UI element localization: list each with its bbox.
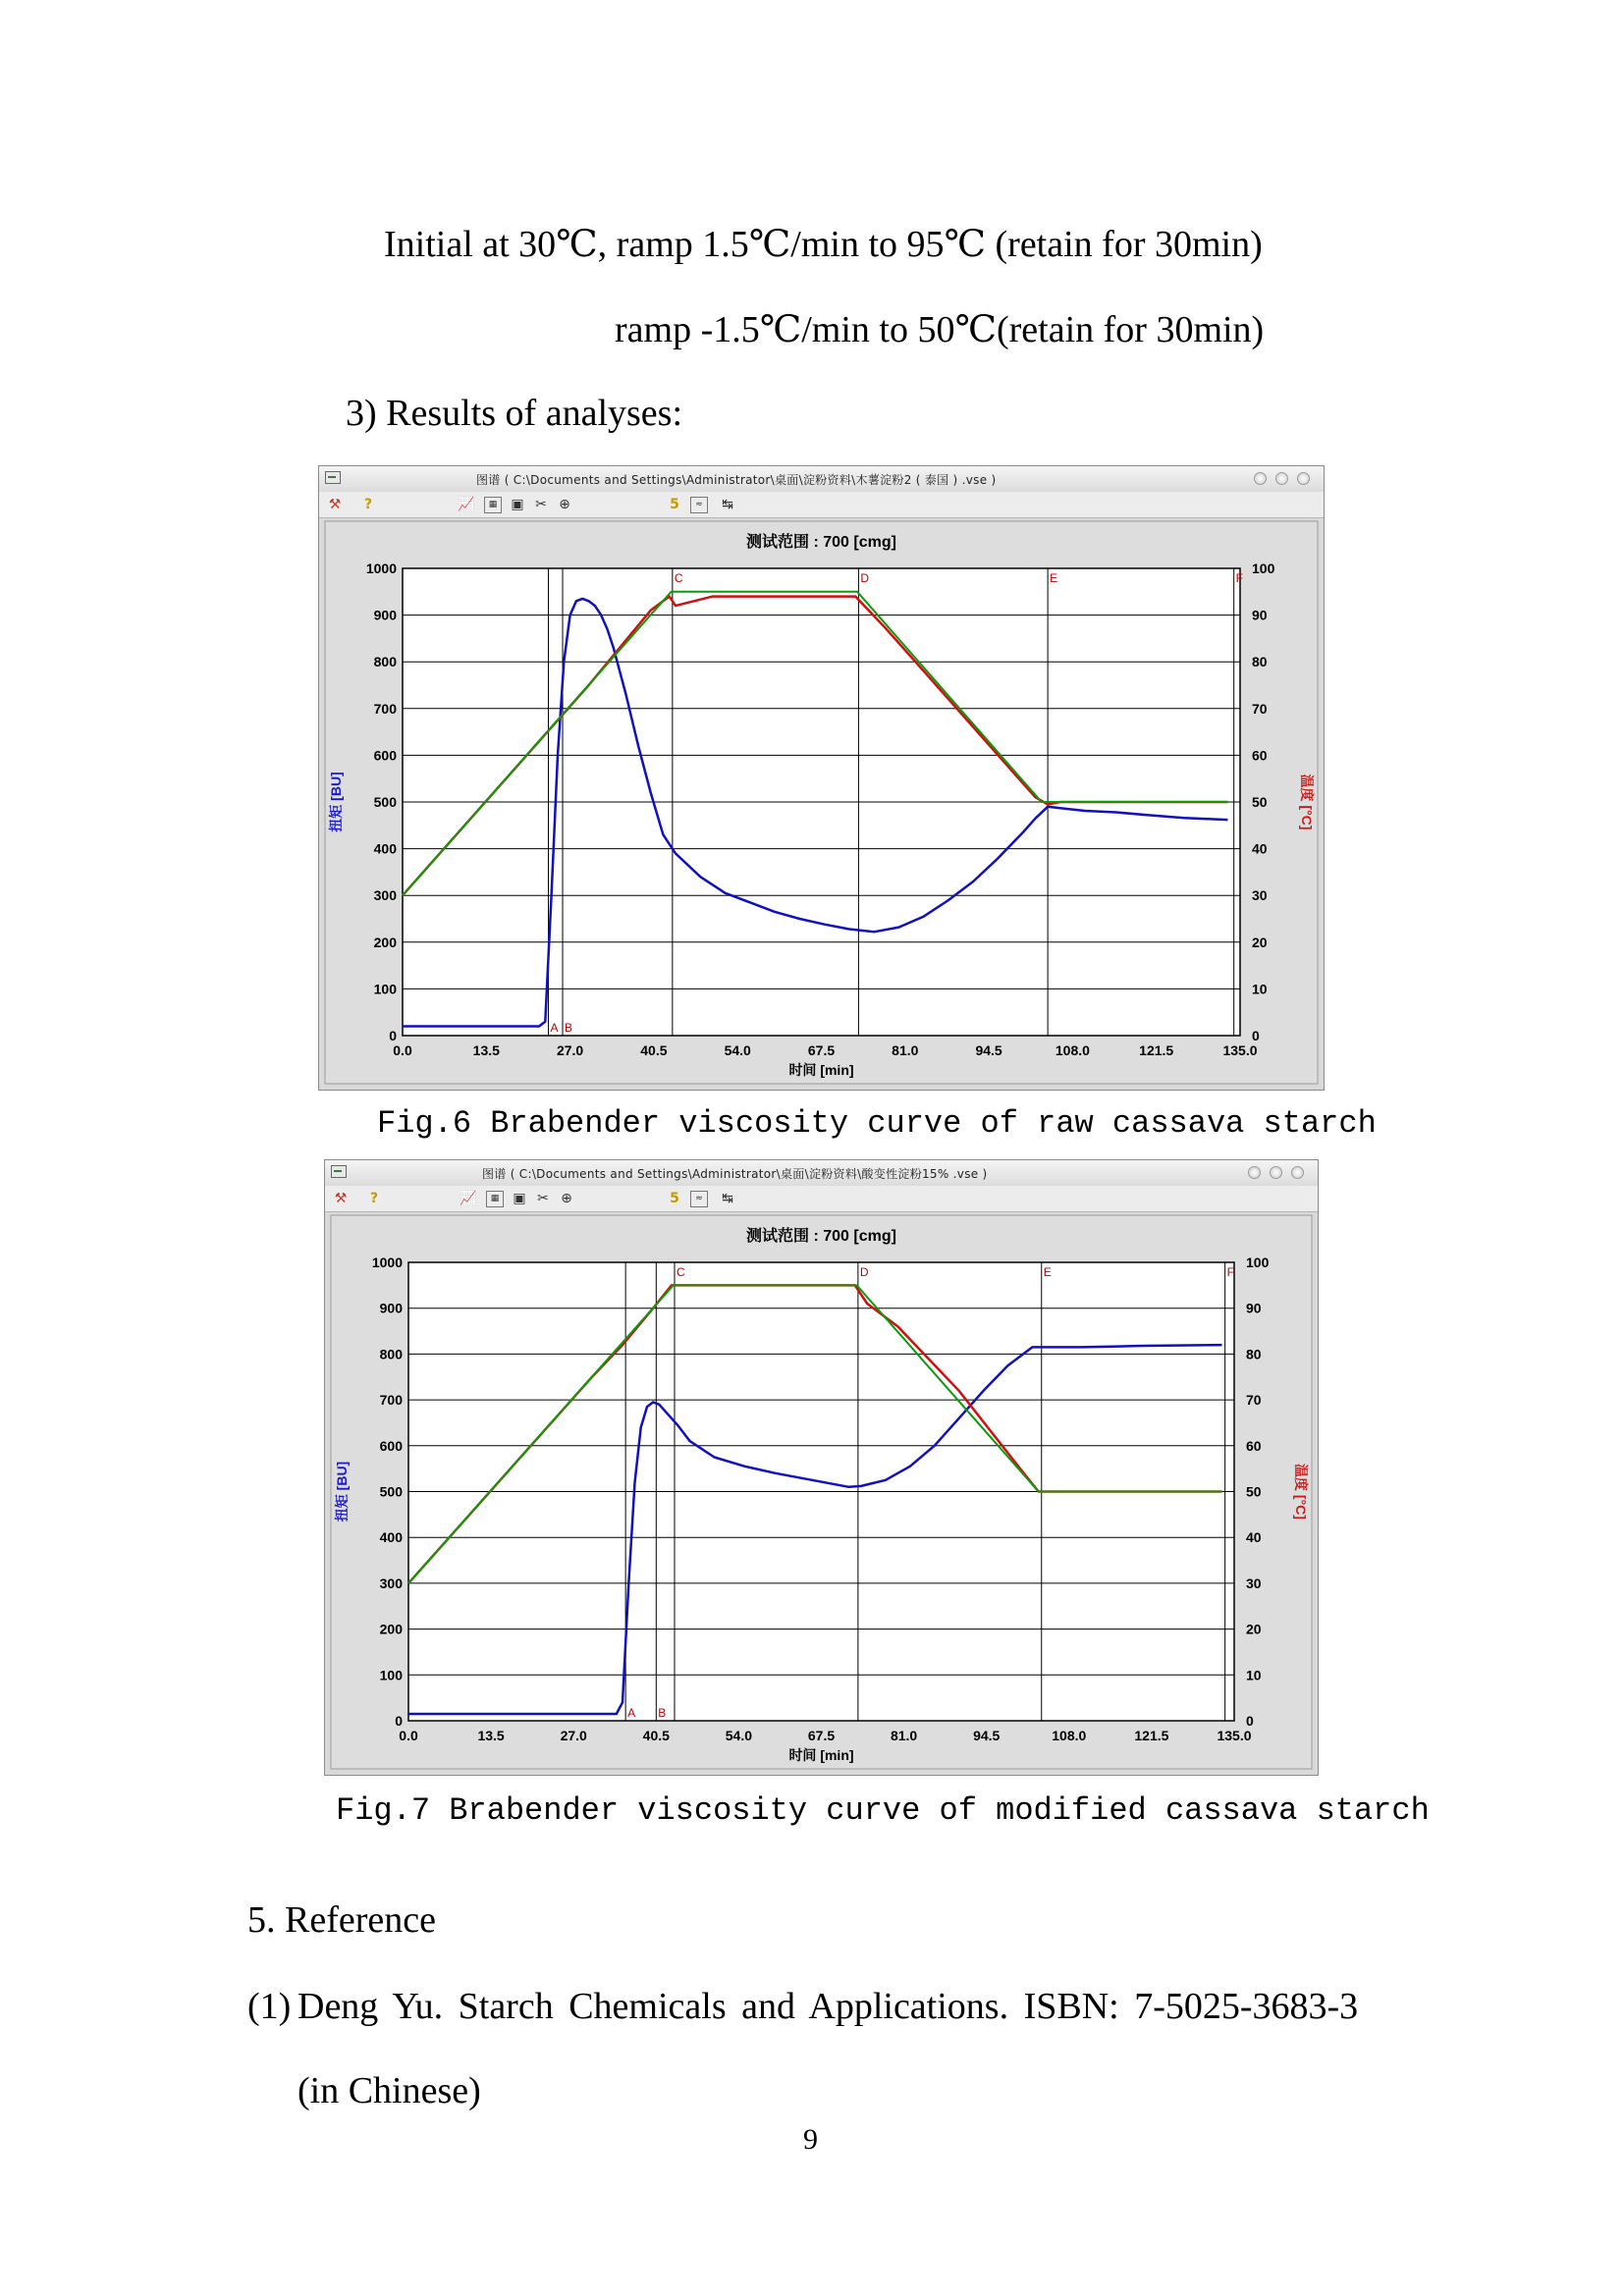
x-axis-label: 时间 [min] bbox=[788, 1747, 854, 1763]
curve-icon[interactable]: ≈ bbox=[690, 1191, 708, 1207]
close-button[interactable] bbox=[1297, 472, 1310, 485]
x-tick-label: 40.5 bbox=[642, 1728, 670, 1743]
x-tick-label: 13.5 bbox=[472, 1042, 500, 1058]
chart-window-fig7 bbox=[324, 1159, 1319, 1776]
help-icon[interactable]: ? bbox=[363, 497, 373, 512]
marker-label: B bbox=[658, 1706, 667, 1720]
y-tick-label: 1000 bbox=[365, 561, 397, 576]
y2-tick-label: 20 bbox=[1246, 1621, 1262, 1637]
x-tick-label: 108.0 bbox=[1055, 1042, 1090, 1058]
y2-tick-label: 70 bbox=[1246, 1392, 1262, 1409]
return-icon[interactable]: ↹ bbox=[722, 1191, 733, 1206]
page-number: 9 bbox=[803, 2123, 818, 2156]
x-tick-label: 40.5 bbox=[640, 1042, 668, 1058]
window-title: 图谱 ( C:\Documents and Settings\Administrator\桌面\淀粉资料\酸变性淀粉15% .vse ) bbox=[482, 1167, 988, 1181]
window-titlebar[interactable] bbox=[319, 466, 1324, 492]
curve-icon[interactable]: ≈ bbox=[690, 497, 708, 513]
y-tick-label: 100 bbox=[373, 981, 397, 997]
y-tick-label: 700 bbox=[373, 700, 397, 717]
y2-tick-label: 60 bbox=[1252, 747, 1268, 764]
marker-label: F bbox=[1235, 571, 1244, 585]
minimize-button[interactable] bbox=[1254, 472, 1267, 485]
window-app-icon[interactable] bbox=[331, 1165, 347, 1178]
y2-tick-label: 90 bbox=[1252, 607, 1268, 623]
tools-icon[interactable]: ⚒ bbox=[328, 497, 342, 512]
y-tick-label: 600 bbox=[379, 1437, 403, 1454]
x-tick-label: 81.0 bbox=[890, 1728, 918, 1743]
y-tick-label: 300 bbox=[373, 887, 397, 904]
marker-label: D bbox=[859, 1265, 869, 1279]
x-tick-label: 135.0 bbox=[1222, 1042, 1258, 1058]
y-tick-label: 300 bbox=[379, 1575, 403, 1591]
chart-title: 测试范围 : 700 [cmg] bbox=[746, 1228, 896, 1245]
heating-program-line1: Initial at 30℃, ramp 1.5℃/min to 95℃ (retain for 30min) bbox=[384, 224, 1263, 265]
marker-label: E bbox=[1050, 571, 1058, 585]
y-tick-label: 1000 bbox=[371, 1255, 403, 1270]
window-toolbar bbox=[319, 492, 1324, 518]
sample-icon[interactable]: 5 bbox=[670, 497, 679, 512]
y-tick-label: 800 bbox=[379, 1346, 403, 1362]
y-tick-label: 900 bbox=[373, 607, 397, 623]
x-axis-label: 时间 [min] bbox=[788, 1062, 854, 1078]
y2-tick-label: 20 bbox=[1252, 934, 1268, 950]
x-tick-label: 67.5 bbox=[807, 1728, 836, 1743]
x-tick-label: 94.5 bbox=[975, 1042, 1002, 1058]
marker-label: A bbox=[550, 1021, 559, 1035]
sample-icon[interactable]: 5 bbox=[670, 1191, 679, 1206]
y2-tick-label: 60 bbox=[1246, 1437, 1262, 1454]
return-icon[interactable]: ↹ bbox=[722, 497, 733, 512]
y-tick-label: 400 bbox=[373, 840, 397, 857]
x-tick-label: 0.0 bbox=[399, 1728, 418, 1743]
marker-label: C bbox=[676, 1265, 685, 1279]
y2-tick-label: 30 bbox=[1252, 887, 1268, 904]
window-app-icon[interactable] bbox=[325, 471, 341, 484]
y2-tick-label: 70 bbox=[1252, 700, 1268, 717]
x-tick-label: 27.0 bbox=[560, 1728, 587, 1743]
chart-title: 测试范围 : 700 [cmg] bbox=[746, 534, 896, 551]
x-tick-label: 81.0 bbox=[892, 1042, 919, 1058]
x-tick-label: 94.5 bbox=[973, 1728, 1001, 1743]
marker-label: A bbox=[627, 1706, 636, 1720]
x-tick-label: 135.0 bbox=[1217, 1728, 1252, 1743]
y2-axis-label: 温度 [°C] bbox=[1293, 1464, 1309, 1520]
y-tick-label: 500 bbox=[379, 1483, 403, 1500]
marker-label: B bbox=[565, 1021, 573, 1035]
x-tick-label: 108.0 bbox=[1052, 1728, 1087, 1743]
y2-tick-label: 90 bbox=[1246, 1300, 1262, 1316]
x-tick-label: 54.0 bbox=[724, 1042, 751, 1058]
y2-tick-label: 40 bbox=[1252, 840, 1268, 857]
y2-tick-label: 50 bbox=[1246, 1483, 1262, 1500]
x-tick-label: 121.5 bbox=[1134, 1728, 1169, 1743]
y2-tick-label: 80 bbox=[1246, 1346, 1262, 1362]
reference-number: (1) bbox=[247, 1986, 292, 2027]
close-button[interactable] bbox=[1291, 1166, 1304, 1179]
brabender-chart-fig7 bbox=[325, 1211, 1318, 1775]
marker-label: F bbox=[1226, 1265, 1234, 1279]
chart-window-fig6 bbox=[318, 465, 1325, 1091]
y2-tick-label: 50 bbox=[1252, 794, 1268, 810]
y-tick-label: 200 bbox=[379, 1621, 403, 1637]
grid-icon[interactable]: ▦ bbox=[484, 497, 502, 513]
maximize-button[interactable] bbox=[1275, 472, 1288, 485]
reference-text: Deng Yu. Starch Chemicals and Applications. ISBN: 7-5025-3683-3 bbox=[298, 1986, 1359, 2027]
y-tick-label: 0 bbox=[395, 1713, 403, 1729]
reference-text-continued: (in Chinese) bbox=[298, 2070, 481, 2111]
y-tick-label: 800 bbox=[373, 654, 397, 670]
tools-icon[interactable]: ⚒ bbox=[334, 1191, 348, 1206]
y2-tick-label: 80 bbox=[1252, 654, 1268, 670]
heating-program-line2: ramp -1.5℃/min to 50℃(retain for 30min) bbox=[615, 309, 1265, 350]
window-toolbar bbox=[325, 1186, 1318, 1212]
y-tick-label: 900 bbox=[379, 1300, 403, 1316]
y2-tick-label: 40 bbox=[1246, 1529, 1262, 1546]
window-titlebar[interactable] bbox=[325, 1160, 1318, 1186]
x-tick-label: 13.5 bbox=[477, 1728, 505, 1743]
scissors-icon[interactable]: ✂ bbox=[535, 497, 547, 512]
y2-tick-label: 100 bbox=[1252, 561, 1275, 576]
y-tick-label: 700 bbox=[379, 1392, 403, 1409]
chart-lines-icon[interactable]: 📈 bbox=[460, 1191, 477, 1206]
x-tick-label: 0.0 bbox=[393, 1042, 412, 1058]
y2-tick-label: 30 bbox=[1246, 1575, 1262, 1591]
camera-icon[interactable]: ▣ bbox=[511, 497, 524, 512]
y-tick-label: 200 bbox=[373, 934, 397, 950]
figure-caption-fig6: Fig.6 Brabender viscosity curve of raw cassava starch bbox=[377, 1105, 1377, 1142]
y2-tick-label: 0 bbox=[1252, 1028, 1260, 1043]
section-heading-results: 3) Results of analyses: bbox=[346, 393, 683, 434]
chart-lines-icon[interactable]: 📈 bbox=[458, 497, 475, 512]
y-axis-label: 扭矩 [BU] bbox=[328, 772, 344, 832]
window-title: 图谱 ( C:\Documents and Settings\Administrator\桌面\淀粉资料\木薯淀粉2 ( 泰国 ) .vse ) bbox=[476, 473, 997, 487]
y-tick-label: 100 bbox=[379, 1667, 403, 1683]
brabender-chart-fig6 bbox=[319, 517, 1324, 1090]
x-tick-label: 27.0 bbox=[556, 1042, 584, 1058]
marker-label: E bbox=[1043, 1265, 1052, 1279]
y2-tick-label: 10 bbox=[1252, 981, 1268, 997]
zoom-icon[interactable]: ⊕ bbox=[561, 1191, 572, 1206]
section-heading-reference: 5. Reference bbox=[247, 1899, 436, 1941]
marker-label: D bbox=[860, 571, 870, 585]
y-tick-label: 400 bbox=[379, 1529, 403, 1546]
y-tick-label: 0 bbox=[389, 1028, 397, 1043]
x-tick-label: 54.0 bbox=[725, 1728, 753, 1743]
y2-axis-label: 温度 [°C] bbox=[1299, 774, 1315, 830]
y-axis-label: 扭矩 [BU] bbox=[334, 1461, 350, 1522]
scissors-icon[interactable]: ✂ bbox=[537, 1191, 549, 1206]
figure-caption-fig7: Fig.7 Brabender viscosity curve of modified cassava starch bbox=[336, 1792, 1430, 1829]
camera-icon[interactable]: ▣ bbox=[513, 1191, 526, 1206]
grid-icon[interactable]: ▦ bbox=[486, 1191, 504, 1207]
y-tick-label: 600 bbox=[373, 747, 397, 764]
y2-tick-label: 10 bbox=[1246, 1667, 1262, 1683]
x-tick-label: 67.5 bbox=[807, 1042, 836, 1058]
zoom-icon[interactable]: ⊕ bbox=[559, 497, 570, 512]
y2-tick-label: 100 bbox=[1246, 1255, 1270, 1270]
marker-label: C bbox=[674, 571, 683, 585]
maximize-button[interactable] bbox=[1270, 1166, 1282, 1179]
y-tick-label: 500 bbox=[373, 794, 397, 810]
help-icon[interactable]: ? bbox=[369, 1191, 379, 1206]
x-tick-label: 121.5 bbox=[1139, 1042, 1174, 1058]
y2-tick-label: 0 bbox=[1246, 1713, 1254, 1729]
minimize-button[interactable] bbox=[1248, 1166, 1261, 1179]
